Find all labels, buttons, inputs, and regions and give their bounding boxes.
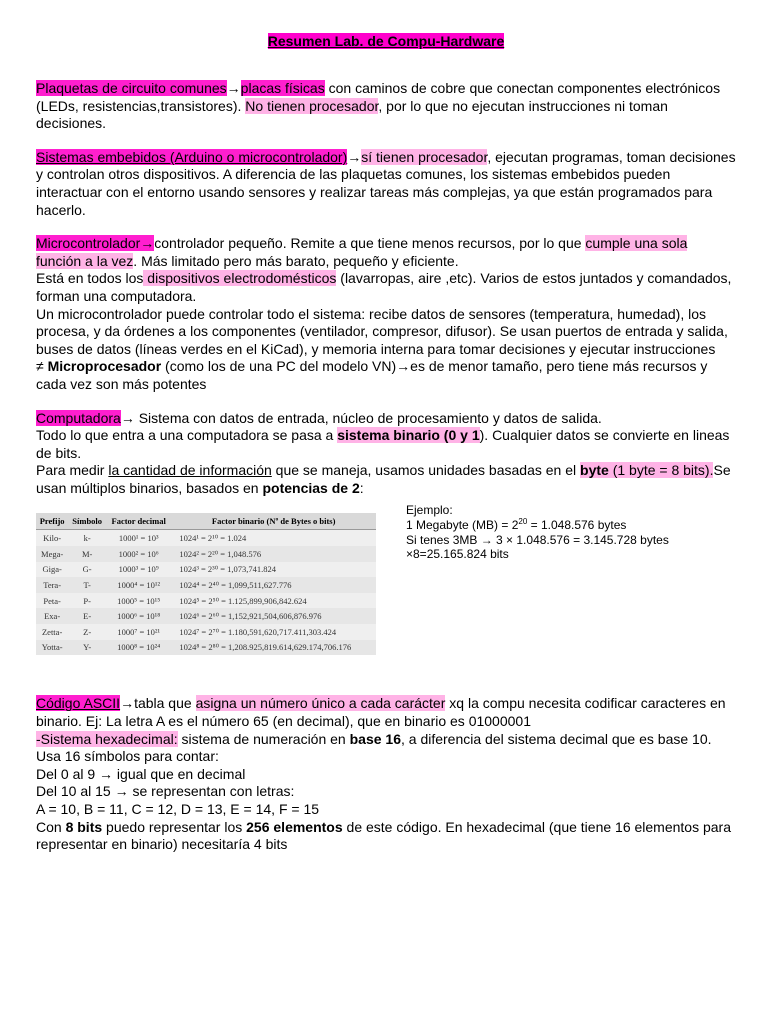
table-cell: M- — [68, 546, 106, 562]
example-line — [406, 518, 736, 533]
table-cell: 1024² = 2²⁰ = 1,048.576 — [171, 546, 376, 562]
text-run: puedo representar los — [102, 818, 247, 835]
text-run: . Más limitado pero más barato, pequeño y eficiente. — [133, 252, 459, 269]
highlight-asigna: asigna un número único a cada carácter — [195, 695, 446, 712]
document-page — [36, 32, 736, 870]
example-label: Ejemplo: — [406, 503, 453, 518]
highlight-placas: placas físicas — [240, 80, 325, 96]
text-run: : — [359, 479, 364, 496]
table-header-row — [36, 513, 376, 530]
text-run: Con — [36, 818, 66, 835]
text-run: (como los de una PC del modelo VN)→es de menor tamaño, pero tiene más recursos y cada vez son más potentes — [36, 358, 708, 392]
highlight-byte: byte — [580, 462, 609, 479]
text-run: Un microcontrolador puede controlar todo el sistema: recibe datos de sensores (temperatura, humedad), los procesa, y da órdenes a los componentes (ventilador, compresor, difusor). Se usan puertos de entrada y salida, buses de datos (líneas verdes en el KiCad), y memoria interna para tomar decisiones y ejecutar instrucciones — [36, 305, 728, 357]
table-header: Factor decimal — [106, 513, 171, 530]
table-cell: P- — [83, 595, 91, 606]
text-run: A = 10, B = 11, C = 12, D = 13, E = 14, F = 15 — [36, 801, 320, 818]
table-header: Factor binario (Nº de Bytes o bits) — [171, 513, 376, 530]
underline-cantidad: la cantidad de información — [108, 462, 272, 479]
table-cell: 1000³ = 10⁹ — [118, 564, 159, 575]
table-cell: Tera- — [36, 577, 68, 593]
bold-256: 256 elementos — [246, 818, 343, 835]
factor-table — [36, 513, 376, 655]
table-cell: Mega- — [36, 546, 68, 562]
table-row — [36, 640, 376, 656]
text-run: Se usan múltiplos binarios, basados en — [36, 462, 731, 496]
highlight-una-funcion: cumple una sola función a la vez — [36, 235, 688, 269]
table-cell: 1000² = 10⁶ — [106, 546, 171, 562]
table-cell: 1024¹ = 2¹⁰ = 1.024 — [179, 533, 247, 544]
text-run: sistema de numeración en — [177, 730, 350, 747]
table-cell: 1000⁶ = 10¹⁸ — [106, 608, 171, 624]
text-run: , ejecutan programas, toman decisiones y controlan otros dispositivos. A diferencia de las plaquetas comunes, los sistemas embebidos pueden interactuar con el entorno usando sensores y realizar tareas más complejas, ya que están programados para hacerlo. — [36, 148, 736, 218]
table-cell: Zetta- — [41, 626, 63, 637]
table-cell: k- — [83, 533, 91, 544]
table-cell: Giga- — [42, 564, 62, 575]
table-cell: 1024⁴ = 2⁴⁰ = 1,099,511,627.776 — [171, 577, 376, 593]
bold-potencias: potencias de 2 — [262, 479, 360, 496]
table-cell: Kilo- — [43, 533, 62, 544]
arrow-glyph: → — [226, 80, 241, 96]
page-title — [36, 32, 736, 50]
example-section — [36, 503, 736, 675]
text-run: = 1.048.576 bytes — [527, 518, 627, 533]
text-run: que se maneja, usamos unidades basadas en el — [271, 462, 581, 479]
highlight-computadora: Computadora — [36, 409, 121, 426]
title-text: Resumen Lab. de Compu-Hardware — [267, 33, 505, 49]
table-cell: 1000⁸ = 10²⁴ — [106, 640, 171, 656]
text-run: Todo lo que entra a una computadora se pasa a — [36, 427, 338, 444]
table-cell: 1000⁴ = 10¹² — [106, 577, 171, 593]
highlight-si-procesador: sí tienen procesador — [361, 148, 488, 165]
table-cell: E- — [68, 608, 106, 624]
paragraph-microcontrolador — [36, 235, 736, 393]
table-cell: 1024⁶ = 2⁶⁰ = 1,152,921,504,606,876.976 — [171, 608, 376, 624]
paragraph-plaquetas — [36, 80, 736, 133]
highlight-electrodomesticos: dispositivos electrodomésticos — [143, 270, 337, 287]
table-cell: T- — [68, 577, 106, 593]
table-cell: Y- — [68, 640, 106, 656]
table-cell: Peta- — [43, 595, 61, 606]
highlight-plaquetas: Plaquetas de circuito comunes — [36, 80, 227, 96]
text-run: , a diferencia del sistema decimal que es base 10. — [400, 730, 712, 747]
table-row — [36, 593, 376, 609]
text-run: controlador pequeño. Remite a que tiene menos recursos, por lo que — [154, 235, 586, 252]
text-run: (lavarropas, aire ,etc). Varios de estos juntados y comandados, forman una computadora. — [36, 270, 732, 304]
table-cell: 1000⁷ = 10²¹ — [117, 626, 160, 637]
table-row — [36, 546, 376, 562]
table-cell: 1024⁷ = 2⁷⁰ = 1.180,591,620,717.411,303.424 — [179, 626, 337, 637]
text-run: de este código. En hexadecimal (que tiene 16 elementos para representar en binario) necesitaría 4 bits — [36, 818, 732, 853]
table-cell: G- — [82, 564, 92, 575]
example-line: Si tenes 3MB → 3 × 1.048.576 = 3.145.728 bytes — [406, 532, 669, 547]
text-run: Usa 16 símbolos para contar: — [36, 748, 219, 765]
table-row — [36, 624, 376, 640]
table-row — [36, 577, 376, 593]
text-run: con caminos de cobre que conectan componentes electrónicos (LEDs, resistencias,transistores). — [36, 80, 721, 114]
highlight-microcontrolador: Microcontrolador→ — [36, 235, 155, 252]
highlight-sistema-binario: sistema binario (0 y 1 — [337, 427, 480, 444]
table-header: Símbolo — [68, 513, 106, 530]
text-run: xq la compu necesita codificar caracteres en binario. Ej: La letra A es el número 65 (en decimal), que en binario es 01000001 — [36, 695, 726, 730]
text-run: →tabla que — [120, 695, 196, 712]
paragraph-embebidos — [36, 149, 736, 219]
bold-base16: base 16 — [349, 730, 401, 747]
bold-8bits: 8 bits — [65, 818, 103, 835]
paragraph-computadora — [36, 410, 736, 498]
table-row — [36, 608, 376, 624]
text-run: Está en todos los — [36, 270, 144, 287]
table-row — [36, 562, 376, 578]
highlight-byte-def: (1 byte = 8 bits). — [608, 462, 714, 479]
text-run: Del 10 al 15 → se representan con letras: — [36, 783, 295, 800]
table-row — [36, 530, 376, 546]
table-cell: 1024⁵ = 2⁵⁰ = 1.125,899,906,842.624 — [179, 595, 307, 606]
example-box — [406, 503, 736, 561]
arrow-glyph: → — [347, 148, 362, 165]
exponent: 20 — [518, 517, 528, 527]
text-run: ). Cualquier datos se convierte en lineas de bits. — [36, 427, 730, 461]
table-cell: 1000¹ = 10³ — [118, 533, 159, 544]
example-line: ×8=25.165.824 bits — [406, 547, 509, 562]
text-run: → Sistema con datos de entrada, núcleo de procesamiento y datos de salida. — [120, 409, 602, 426]
text-run: Para medir — [36, 462, 109, 479]
highlight-hexadecimal: -Sistema hexadecimal: — [36, 730, 178, 747]
not-equal-glyph: ≠ — [36, 358, 48, 375]
text-run: 1 Megabyte (MB) = 2 — [406, 518, 519, 533]
paragraph-ascii — [36, 695, 736, 853]
bold-microprocesador: Microprocesador — [47, 358, 162, 375]
table-cell: Exa- — [36, 608, 68, 624]
table-cell: 1000⁵ = 10¹⁵ — [117, 595, 161, 606]
table-cell: 1024³ = 2³⁰ = 1,073,741.824 — [179, 564, 277, 575]
highlight-embebidos: Sistemas embebidos (Arduino o microcontrolador) — [36, 148, 348, 165]
highlight-no-procesador: No tienen procesador — [245, 97, 379, 114]
highlight-ascii: Código ASCII — [36, 695, 121, 712]
text-run: Del 0 al 9 → igual que en decimal — [36, 765, 246, 782]
text-run: , por lo que no ejecutan instrucciones ni toman decisiones. — [36, 97, 668, 132]
table-cell: Yotta- — [36, 640, 68, 656]
table-cell: 1024⁸ = 2⁸⁰ = 1,208.925,819.614,629.174,706.176 — [171, 640, 376, 656]
table-cell: Z- — [83, 626, 92, 637]
table-header: Prefijo — [36, 513, 68, 530]
